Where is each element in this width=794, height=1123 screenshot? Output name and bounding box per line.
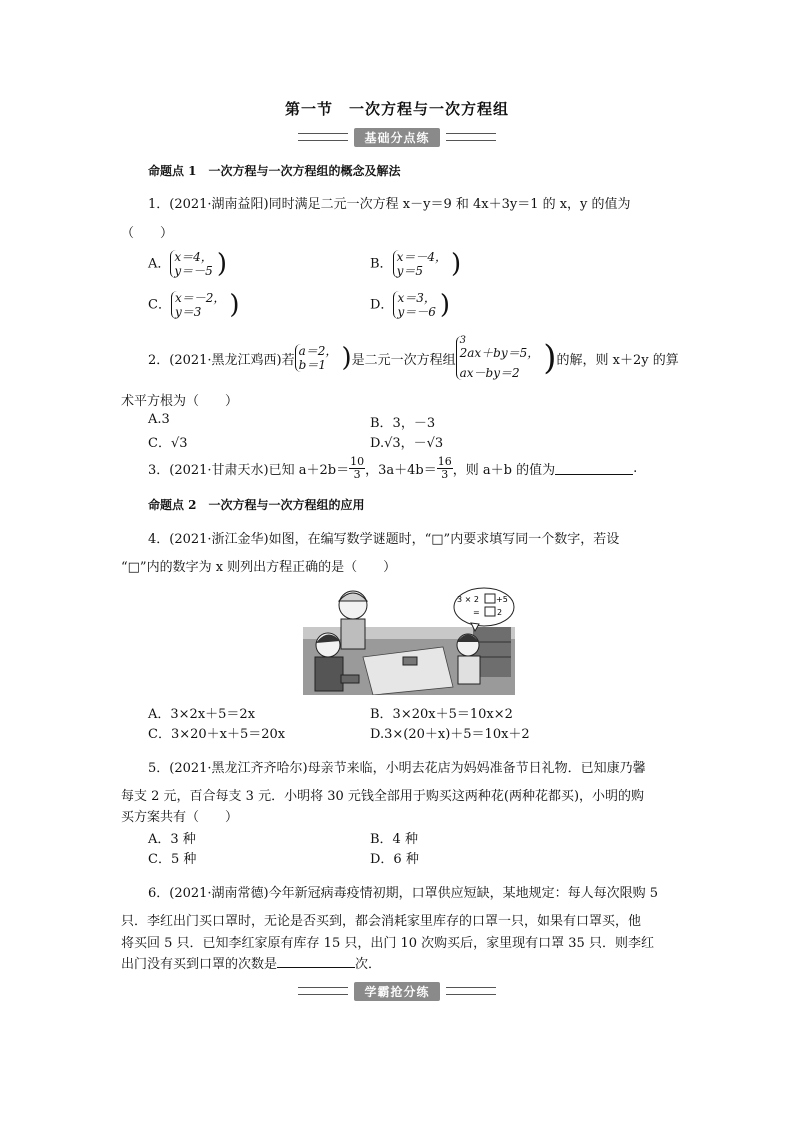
question-1-option-a[interactable]: A． x＝4， y＝－5 ) (148, 249, 227, 279)
bubble-text-2: +5 (496, 595, 508, 604)
question-3-stem: 3．(2021·甘肃天水)已知 a＋2b＝ $\frac{10}{3}$ ，3a＋4b＝ $\frac{16}{3}$ ，则 a＋b 的值为 . (148, 455, 638, 481)
question-5-stem-cont-1: 每支 2 元，百合每支 3 元．小明将 30 元钱全部用于购买这两种花(两种花都买)，小明的购 (121, 789, 645, 804)
question-6-stem-cont-1: 只．李红出门买口罩时，无论是否买到，都会消耗家里库存的口罩一只，如果有口罩买，他 (121, 914, 642, 929)
question-2-stem: 2．(2021·黑龙江鸡西)若 a＝2， b＝1 ) 是二元一次方程组 3 2ax＋by＝5， ax－by＝2 ) 的解，则 x＋2y 的算 (148, 335, 679, 380)
fraction-16-3: $\frac{16}{3}$ (437, 455, 452, 481)
option-label: B． (370, 256, 393, 272)
banner-label: 基础分点练 (354, 128, 439, 147)
question-1-option-c[interactable]: C． x＝－2， y＝3 ) (148, 290, 240, 320)
bubble-text-1: 3 × 2 (457, 595, 479, 604)
section-banner-basic (0, 128, 794, 146)
question-5-option-b[interactable]: B．4 种 (370, 832, 418, 847)
option-label: D． (370, 297, 394, 313)
question-5-option-c[interactable]: C．5 种 (148, 852, 197, 867)
section-banner-advanced (0, 982, 794, 1000)
question-6-stem: 6．(2021·湖南常德)今年新冠病毒疫情初期，口罩供应短缺，某地规定：每人每次限购 5 (148, 886, 659, 901)
question-4-option-c[interactable]: C．3×20＋x＋5＝20x (148, 727, 286, 742)
question-2-option-a[interactable]: A.3 (148, 412, 170, 427)
question-5-option-a[interactable]: A．3 种 (148, 832, 196, 847)
question-1-bracket: （ ） (121, 226, 174, 241)
question-4-stem-cont: “□”内的数字为 x 则列出方程正确的是（ ） (121, 560, 397, 575)
bubble-text-4: 2 (497, 608, 503, 617)
question-4-option-d[interactable]: D.3×(20＋x)＋5＝10x＋2 (370, 727, 530, 742)
question-6-stem-cont-2: 将买回 5 只．已知李红家原有库存 15 只，出门 10 次购买后，家里现有口罩 35 只．则李红 (121, 936, 654, 951)
question-4-option-a[interactable]: A．3×2x＋5＝2x (148, 707, 256, 722)
answer-blank[interactable] (277, 955, 355, 968)
question-1-option-b[interactable]: B． x＝－4， y＝5 ) (370, 249, 462, 279)
page-title: 第一节 一次方程与一次方程组 (284, 100, 509, 118)
question-6-stem-cont-3: 出门没有买到口罩的次数是 次． (121, 957, 382, 972)
question-5-stem-cont-2: 买方案共有（ ） (121, 810, 239, 825)
question-2-option-d[interactable]: D.√3，－√3 (370, 436, 444, 451)
classroom-illustration (303, 587, 515, 695)
fraction-10-3: $\frac{10}{3}$ (350, 455, 365, 481)
question-2-stem-cont: 术平方根为（ ） (121, 394, 239, 409)
question-2-option-c[interactable]: C．√3 (148, 436, 188, 451)
question-1-stem: 1．(2021·湖南益阳)同时满足二元一次方程 x－y＝9 和 4x＋3y＝1 的 x，y 的值为 (148, 197, 631, 212)
question-1-option-d[interactable]: D． x＝3， y＝－6 ) (370, 290, 451, 320)
question-4-stem: 4．(2021·浙江金华)如图，在编写数学谜题时，“□”内要求填写同一个数字，若设 (148, 532, 620, 547)
question-2-option-b[interactable]: B．3，－3 (370, 416, 436, 431)
option-label: A． (148, 256, 171, 272)
children-puzzle-image (303, 587, 515, 695)
question-4-option-b[interactable]: B．3×20x＋5＝10x×2 (370, 707, 513, 722)
question-5-stem: 5．(2021·黑龙江齐齐哈尔)母亲节来临，小明去花店为妈妈准备节日礼物．已知康乃馨 (148, 761, 646, 776)
bubble-text-3: = (473, 608, 480, 617)
question-5-option-d[interactable]: D．6 种 (370, 852, 419, 867)
banner-label: 学霸抢分练 (354, 982, 439, 1001)
answer-blank[interactable] (555, 462, 633, 475)
option-label: C． (148, 297, 171, 313)
topic-heading-2: 命题点 2 一次方程与一次方程组的应用 (148, 498, 365, 512)
topic-heading-1: 命题点 1 一次方程与一次方程组的概念及解法 (148, 164, 401, 178)
